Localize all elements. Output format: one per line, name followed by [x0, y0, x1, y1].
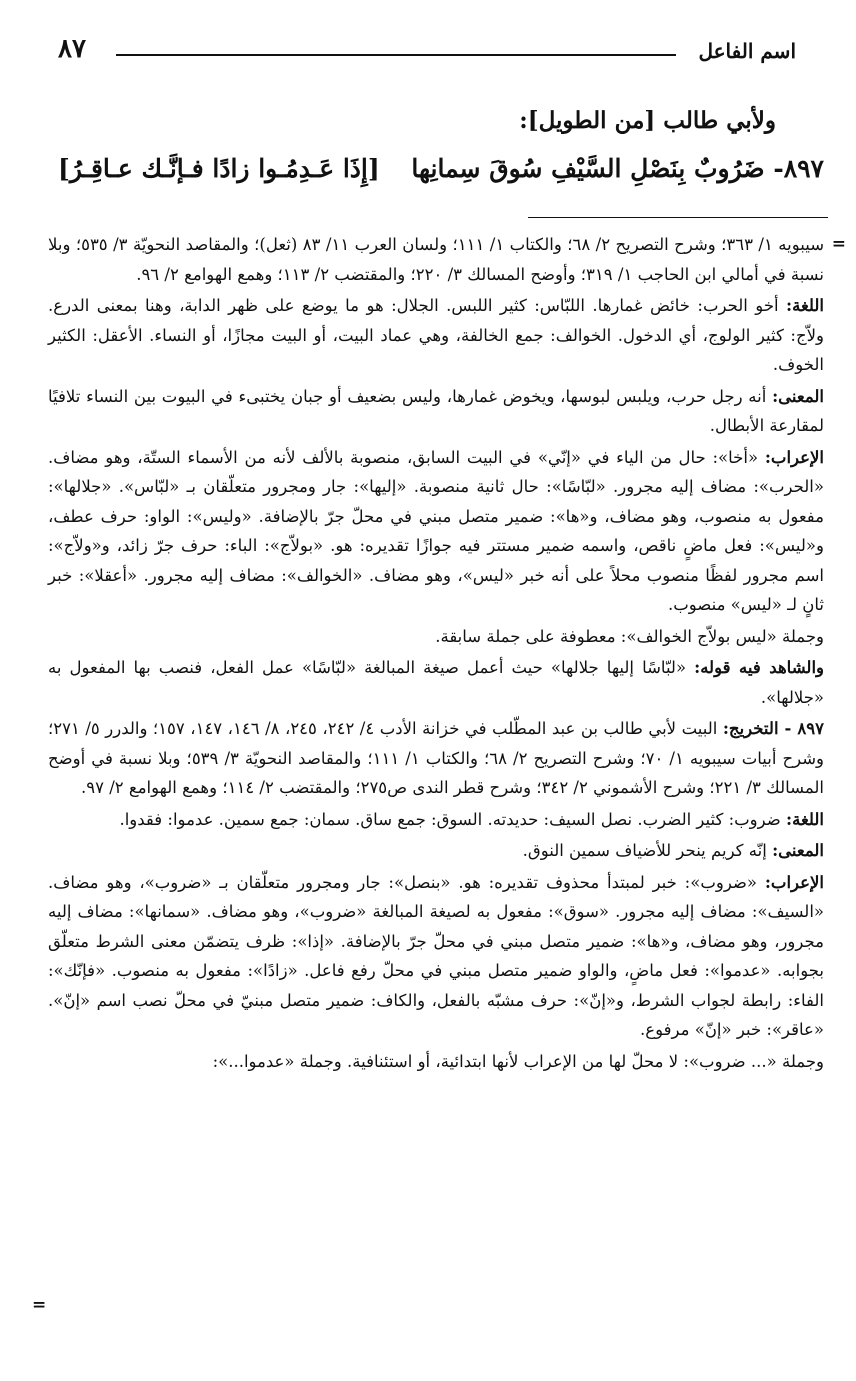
- footnote-text: «أخا»: حال من الياء في «إنّي» في البيت السابق، منصوبة بالألف لأنه من الأسماء الستّة، وهو مضاف. «الحرب»: مضاف إليه مجرور. «لبّاسًا»: حال ثانية منصوبة. «إليها»: جار ومجرور متعلّقان بـ «لبّاس». «جلالها»: مفعول به منصوب، وهو مضاف، و«ها»: ضمير متصل مبني في محلّ جرّ بالإضافة. «وليس»: الواو: حرف عطف، و«ليس»: فعل ماضٍ ناقص، واسمه ضمير مستتر فيه جوازًا تقديره: هو. «بولاّج»: الباء: حرف جرّ زائد، و«ولاّج»: اسم مجرور لفظًا منصوب محلاً على أنه خبر «ليس»، وهو مضاف. «الخوالف»: مضاف إليه مجرور. «أعقلا»: خبر ثانٍ لـ «ليس» منصوب.: [48, 447, 824, 614]
- page-number: ٨٧: [58, 34, 86, 64]
- footnote-text: «ضروب»: خبر لمبتدأ محذوف تقديره: هو. «بنصل»: جار ومجرور متعلّقان بـ «ضروب»، وهو مضاف. «السيف»: مضاف إليه مجرور. «سوق»: مفعول به لصيغة المبالغة «ضروب»، وهو مضاف. «سمانها»: مضاف إليه مجرور، وهو مضاف، و«ها»: ضمير متصل مبني في محلّ جرّ بالإضافة. «إذا»: ظرف يتضمّن معنى الشرط متعلّق بجوابه. «عدموا»: فعل ماضٍ، والواو ضمير متصل مبني في محلّ رفع فاعل. «زادًا»: مفعول به منصوب. «فإنّك»: الفاء: رابطة لجواب الشرط، و«إنّ»: حرف مشبّه بالفعل، والكاف: ضمير متصل مبنيّ في محلّ نصب اسم «إنّ». «عاقر»: خبر «إنّ» مرفوع.: [48, 872, 824, 1039]
- footnote-text: أنه رجل حرب، ويلبس لبوسها، ويخوض غمارها، وليس بضعيف أو جبان يختبىء في البيوت بين النساء تلافيًا لمقارعة الأبطال.: [48, 386, 824, 435]
- section-label: المعنى:: [772, 386, 824, 406]
- footnote-text: سيبويه ١/ ٣٦٣؛ وشرح التصريح ٢/ ٦٨؛ والكتاب ١/ ١١١؛ ولسان العرب ١١/ ٨٣ (ثعل)؛ والمقاصد النحويّة ٣/ ٥٣٥؛ وبلا نسبة في أمالي ابن الحاجب ١/ ٣١٩؛ وأوضح المسالك ٣/ ٢٢٠؛ والمقتضب ٢/ ١١٣؛ وهمع الهوامع ٢/ ٩٦.: [48, 235, 825, 284]
- running-header: [58, 34, 796, 68]
- section-label: الإعراب:: [764, 872, 824, 892]
- footnote-divider: [528, 217, 828, 218]
- footnote-text: «لبّاسًا إليها جلالها» حيث أعمل صيغة المبالغة «لبّاسًا» عمل الفعل، فنصب بها المفعول به «جلالها».: [48, 658, 824, 707]
- footnote-takhrij: [48, 714, 824, 803]
- end-continuation-marker: =: [32, 1295, 47, 1315]
- footnote-lexicon-897: [48, 805, 824, 835]
- section-label: الإعراب:: [764, 447, 824, 467]
- verse-first-hemistich: ٨٩٧- ضَرُوبٌ بِنَصْلِ السَّيْفِ سُوقَ سِمانِها: [411, 154, 824, 183]
- footnote-text: أخو الحرب: خائض غمارها. اللبّاس: كثير اللبس. الجلال: هو ما يوضع على ظهر الدابة، وهنا بمعنى الدرع. ولاّج: كثير الولوج، أي الدخول. الخوالف: جمع الخالفة، وهي عماد البيت، أو البيت مجازًا، أو النساء. الأعقل: الكثير الخوف.: [48, 296, 824, 374]
- section-label: ٨٩٧ - التخريج:: [722, 719, 824, 738]
- verse-second-hemistich: [إِذَا عَـدِمُـوا زادًا فـإنَّـك عـاقِـرُ]: [58, 154, 380, 183]
- section-label: اللغة:: [786, 296, 824, 315]
- continuation-marker: =: [831, 234, 846, 254]
- footnote-text: وجملة «... ضروب»: لا محلّ لها من الإعراب لأنها ابتدائية، أو استئنافية. وجملة «عدموا...»:: [212, 1051, 824, 1071]
- footnote-sentence-note: [48, 622, 824, 652]
- footnote-sentence-note-897: [48, 1047, 824, 1077]
- footnote-text: وجملة «ليس بولاّج الخوالف»: معطوفة على جملة سابقة.: [435, 626, 824, 646]
- footnote-meaning: [48, 382, 824, 441]
- poem-verse: [58, 150, 824, 190]
- footnote-text: البيت لأبي طالب بن عبد المطّلب في خزانة الأدب ٤/ ٢٤٢، ٢٤٥، ٨/ ١٤٦، ١٤٧، ١٥٧؛ والدرر ٥/ ٢٧١؛ وشرح أبيات سيبويه ١/ ٧٠؛ وشرح التصريح ٢/ ٦٨؛ والكتاب ١/ ١١١؛ والمقاصد النحويّة ٣/ ٥٣٩؛ وبلا نسبة في أوضح المسالك ٣/ ٢٢١؛ وشرح الأشموني ٢/ ٣٤٢؛ وشرح قطر الندى ص٢٧٥؛ والمقتضب ٢/ ١١٤؛ وهمع الهوامع ٢/ ٩٧.: [48, 719, 825, 797]
- footnote-sources-continued: [48, 230, 846, 289]
- footnote-evidence: [48, 653, 824, 712]
- footnote-parsing: [48, 443, 824, 620]
- footnotes: [48, 230, 846, 1078]
- footnote-text: ضروب: كثير الضرب. نصل السيف: حديدته. السوق: جمع ساق. سمان: جمع سمين. عدموا: فقدوا.: [119, 809, 787, 829]
- section-label: والشاهد فيه قوله:: [694, 658, 824, 677]
- section-label: المعنى:: [772, 841, 824, 860]
- footnote-lexicon: [48, 291, 824, 380]
- footnote-text: إنّه كريم ينحر للأضياف سمين النوق.: [522, 841, 773, 860]
- footnote-parsing-897: [48, 868, 824, 1045]
- verse-intro: ولأبي طالب [من الطويل]:: [519, 107, 776, 134]
- header-rule: [116, 54, 676, 56]
- section-label: اللغة:: [786, 809, 824, 829]
- footnote-meaning-897: [48, 836, 824, 866]
- chapter-title: اسم الفاعل: [698, 39, 796, 63]
